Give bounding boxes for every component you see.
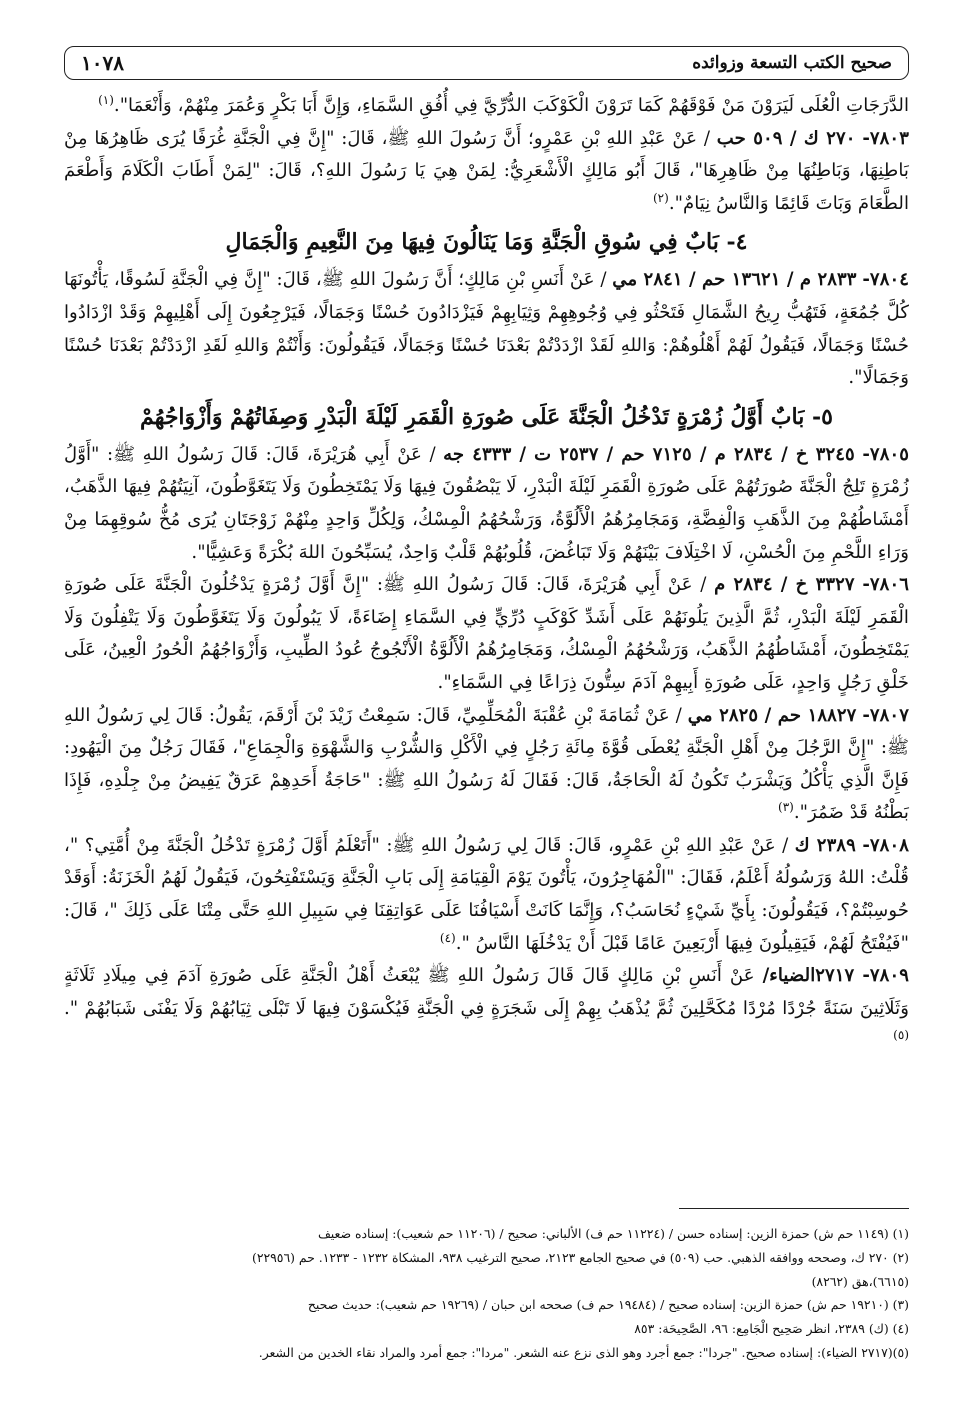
hadith-number: ٧٨٠٥- (862, 443, 909, 465)
chapter-heading: ٥- بَابٌ أَوَّلُ زُمْرَةٍ تَدْخُلُ الْجَنَّةَ عَلَى صُورَةِ الْقَمَرِ لَيْلَةَ الْبَدْرِ وَصِفَاتُهُمْ وَأَزْوَاجُهُمْ (140, 403, 833, 430)
page-number: ١٠٧٨ (81, 51, 124, 75)
hadith-sources: ٣٣٢٧ خ / ٢٨٣٤ م (714, 574, 855, 596)
hadith-text: / عَنْ أَبِي هُرَيْرَةَ، قَالَ: قَالَ رَسُولُ اللهِ ﷺ: "إِنَّ أَوَّلَ زُمْرَةٍ يَدْخُلُونَ الْجَنَّةَ عَلَى صُورَةِ الْقَمَرِ لَيْلَةَ الْبَدْرِ، ثُمَّ الَّذِينَ يَلُونَهُمْ عَلَى أَشَدِّ كَوْكَبٍ دُرِّيٍّ فِي السَّمَاءِ إِضَاءَةً، لَا يَبُولُونَ وَلَا يَتَغَوَّطُونَ وَلَا يَتْفِلُونَ وَلَا يَمْتَخِطُونَ، أَمْشَاطُهُمُ الذَّهَبُ، وَرَشْحُهُمُ الْمِسْكُ، وَمَجَامِرُهُمُ الْأَلُوَّةُ الْأَنْجُوجُ عُودُ الطِّيبِ، وَأَزْوَاجُهُمُ الْحُورُ الْعِينُ، عَلَى خَلْقِ رَجُلٍ وَاحِدٍ، عَلَى صُورَةِ أَبِيهِمْ آدَمَ سِتُّونَ ذِرَاعًا فِي السَّمَاءِ". (64, 574, 909, 693)
footnote-ref: (٥) (893, 1028, 909, 1043)
hadith-text: / عَنْ أَنَسِ بْنِ مَالِكٍ؛ أَنَّ رَسُولَ اللهِ ﷺ، قَالَ: "إِنَّ فِي الْجَنَّةِ لَسُوقًا، يَأْتُونَهَا كُلَّ جُمُعَةٍ، فَتَهُبُّ رِيحُ الشَّمَالِ فَتَحْثُو فِي وُجُوهِهِمْ وَثِيَابِهِمْ فَيَزْدَادُونَ حُسْنًا وَجَمَالًا، فَيَرْجِعُونَ إِلَى أَهْلِيهِمْ وَقَدْ ازْدَادُوا حُسْنًا وَجَمَالًا، فَيَقُولُ لَهُمْ أَهْلُوهُمْ: وَاللهِ لَقَدْ ازْدَدْتُمْ بَعْدَنَا حُسْنًا وَجَمَالًا، فَيَقُولُونَ: وَأَنْتُمْ وَاللهِ لَقَدِ ازْدَدْتُمْ بَعْدَنَا حُسْنًا وَجَمَالًا". (64, 269, 909, 389)
hadith-text: / عَنْ ثُمَامَةَ بْنِ عُقْبَةَ الْمُحَلِّمِيِّ، قَالَ: سَمِعْتُ زَيْدَ بْنَ أَرْقَمَ، يَقُولُ: قَالَ لِي رَسُولُ اللهِ ﷺ: "إِنَّ الرَّجُلَ مِنْ أَهْلِ الْجَنَّةِ يُعْطَى قُوَّةَ مِائَةِ رَجُلٍ فِي الْأَكْلِ وَالشُّرْبِ وَالشَّهْوَةِ وَالْجِمَاعِ"، فَقَالَ رَجُلٌ مِنَ الْيَهُودِ: فَإِنَّ الَّذِي يَأْكُلُ وَيَشْرَبُ تَكُونُ لَهُ الْحَاجَةُ، قَالَ: فَقَالَ لَهُ رَسُولُ اللهِ ﷺ: "حَاجَةُ أَحَدِهِمْ عَرَقٌ يَفِيضُ مِنْ جِلْدِهِ، فَإِذَا بَطْنُهُ قَدْ ضَمُرَ". (64, 704, 909, 824)
hadith-text: عَنْ أَنَسِ بْنِ مَالِكٍ قَالَ قَالَ رَسُولُ اللهِ ﷺ يُبْعَثُ أَهْلُ الْجَنَّةِ عَلَى صُورَةِ آدَمَ فِي مِيلَادِ ثَلَاثَةٍ وَثَلَاثِينَ سَنَةً جُرْدًا مُرْدًا مُكَحَّلِينَ ثُمَّ يُذْهَبُ بِهِمْ إِلَى شَجَرَةٍ فِي الْجَنَّةِ فَيُكْسَوْنَ فِيهَا لَا تَبْلَى ثِيَابُهُمْ وَلَا يَفْنَى شَبَابُهُمْ ". (64, 965, 909, 1019)
footnote-ref: (٤) (439, 930, 456, 945)
hadith-7805 (64, 439, 909, 569)
hadith-number: ٧٨٠٩- (862, 965, 909, 987)
footnote-separator (679, 1208, 909, 1209)
hadith-7804 (64, 264, 909, 394)
hadith-sources: ٢٣٨٩ ك (794, 834, 856, 856)
hadith-number: ٧٨٠٤- (862, 269, 909, 291)
footnote-5: (٥)(٢٧١٧ الضياء): إسناده صحيح. "جردا": جمع أجرد وهو الذى نزع عنه الشعر. "مردا": جمع أمرد والمراد نقاء الخدين من الشعر. (258, 1344, 909, 1360)
footnotes (64, 1222, 909, 1365)
footnote-2-continued: (٦٦١٥)،هق (٨٢٦٢) (811, 1273, 909, 1289)
hadith-sources: ١٨٨٢٧ حم / ٢٨٢٥ مي (687, 704, 857, 726)
hadith-number: ٧٨٠٧- (862, 704, 909, 726)
hadith-number: ٧٨٠٨- (862, 834, 909, 856)
hadith-7808 (64, 830, 909, 960)
footnote-2: (٢) ٢٧٠ ك، وصححه ووافقه الذهبي. حب (٥٠٩) في صحيح الجامع ٢١٢٣، صحيح الترغيب ٩٣٨، المشكاة ١٢٣٢ - ١٢٣٣. حم (٢٢٩٥٦) (252, 1249, 909, 1265)
hadith-sources: ٢٧١٧الضياء/ (762, 965, 855, 987)
hadith-text: / عَنْ أَبِي هُرَيْرَةَ، قَالَ: قَالَ رَسُولُ اللهِ ﷺ: "أَوَّلُ زُمْرَةٍ تَلِجُ الْجَنَّةَ صُورَتُهُمْ عَلَى صُورَةِ الْقَمَرِ لَيْلَةَ الْبَدْرِ، لَا يَبْصُقُونَ فِيهَا وَلَا يَمْتَخِطُونَ وَلَا يَتَغَوَّطُونَ، آنِيَتُهُمْ فِيهَا الذَّهَبُ، أَمْشَاطُهُمْ مِنَ الذَّهَبِ وَالْفِضَّةِ، وَمَجَامِرُهُمُ الْأَلُوَّةُ، وَرَشْحُهُمُ الْمِسْكُ، وَلِكُلِّ وَاحِدٍ مِنْهُمْ زَوْجَتَانِ يُرَى مُخُّ سُوقِهِمَا مِنْ وَرَاءِ اللَّحْمِ مِنَ الْحُسْنِ، لَا اخْتِلَافَ بَيْنَهُمْ وَلَا تَبَاغُضَ، قُلُوبُهُمْ قَلْبٌ وَاحِدٌ، يُسَبِّحُونَ اللهَ بُكْرَةً وَعَشِيًّا". (64, 443, 909, 563)
footnote-ref: (٣) (778, 800, 794, 815)
book-title: صحيح الكتب التسعة وزوائده (692, 53, 892, 73)
hadith-number: ٧٨٠٦- (862, 574, 909, 596)
continued-hadith (64, 90, 909, 123)
hadith-text: / عَنْ عَبْدِ اللهِ بْنِ عَمْرٍو؛ أَنَّ رَسُولَ اللهِ ﷺ، قَالَ: "إِنَّ فِي الْجَنَّةِ غُرَفًا يُرَى ظَاهِرُهَا مِنْ بَاطِنِهَا، وَبَاطِنُهَا مِنْ ظَاهِرِهَا"، قَالَ أَبُو مَالِكٍ الْأَشْعَرِيُّ: لِمَنْ هِيَ يَا رَسُولَ اللهِ؟، قَالَ: "لِمَنْ أَطَابَ الْكَلَامَ وَأَطْعَمَ الطَّعَامَ وَبَاتَ قَائِمًا وَالنَّاسُ نِيَامٌ". (64, 127, 909, 214)
hadith-sources: ٢٧٠ ك / ٥٠٩ حب (716, 127, 856, 149)
hadith-sources: ٣٢٤٥ خ / ٢٨٣٤ م / ٧١٢٥ حم / ٢٥٣٧ ت / ٤٣٣٣ جه (443, 443, 855, 465)
footnote-ref: (٢) (652, 190, 669, 205)
hadith-7809 (64, 960, 909, 1058)
hadith-7803 (64, 123, 909, 221)
hadith-text: / عَنْ عَبْدِ اللهِ بْنِ عَمْرٍو، قَالَ: قَالَ لِي رَسُولُ اللهِ ﷺ: "أَتَعْلَمُ أَوَّلَ زُمْرَةٍ تَدْخُلُ الْجَنَّةَ مِنْ أُمَّتِي؟ "، قُلْتُ: اللهُ وَرَسُولُهُ أَعْلَمُ، فَقَالَ: "الْمُهَاجِرُونَ، يَأْتُونَ يَوْمَ الْقِيَامَةِ إِلَى بَابِ الْجَنَّةِ وَيَسْتَفْتِحُونَ، فَيَقُولُ لَهُمُ الْخَزَنَةُ: أَوَقَدْ حُوسِبْتُمْ؟، فَيَقُولُونَ: بِأَيِّ شَيْءٍ نُحَاسَبُ؟، وَإِنَّمَا كَانَتْ أَسْيَافُنَا عَلَى عَوَاتِقِنَا فِي سَبِيلِ اللهِ حَتَّى مِتْنَا عَلَى ذَلِكَ "، قَالَ: "فَيُفْتَحُ لَهُمْ، فَيَقِيلُونَ فِيهَا أَرْبَعِينَ عَامًا قَبْلَ أَنْ يَدْخُلَهَا النَّاسُ ". (64, 834, 909, 954)
page-header (64, 46, 909, 80)
hadith-7806 (64, 569, 909, 699)
page-body (64, 90, 909, 1058)
footnote-4: (٤) (ك) ٢٣٨٩، انظر صَحِيح الْجَامِع: ٩٦، الصَّحِيحَة: ٨٥٣ (634, 1321, 909, 1337)
chapter-heading: ٤- بَابٌ فِي سُوقِ الْجَنَّةِ وَمَا يَنَالُونَ فِيهَا مِنَ النَّعِيمِ وَالْجَمَالِ (225, 229, 748, 256)
hadith-number: ٧٨٠٣- (862, 127, 909, 149)
hadith-sources: ٢٨٣٣ م / ١٣٦٢١ حم / ٢٨٤١ مي (612, 269, 857, 291)
footnote-3: (٣) (١٩٢١٠ حم ش) حمزة الزين: إسناده صحيح / (١٩٤٨٤ حم ف) صححه ابن حبان / (١٩٢٦٩ حم شعيب): حديث صحيح (307, 1297, 909, 1313)
footnote-1: (١) (١١٤٩ حم ش) حمزة الزين: إسناده حسن / (١١٢٢٤ حم ف) الألباني: صحيح / (١١٢٠٦ حم شعيب): إسناده ضعيف (317, 1226, 909, 1241)
hadith-text: الدَّرَجَاتِ الْعُلَى لَيَرَوْنَ مَنْ فَوْقَهُمْ كَمَا تَرَوْنَ الْكَوْكَبَ الدُّرِّيَّ فِي أُفُقِ السَّمَاءِ، وَإِنَّ أَبَا بَكْرٍ وَعُمَرَ مِنْهُمْ، وَأَنْعَمَا". (113, 95, 909, 116)
hadith-7807 (64, 700, 909, 830)
footnote-ref: (١) (98, 92, 114, 107)
